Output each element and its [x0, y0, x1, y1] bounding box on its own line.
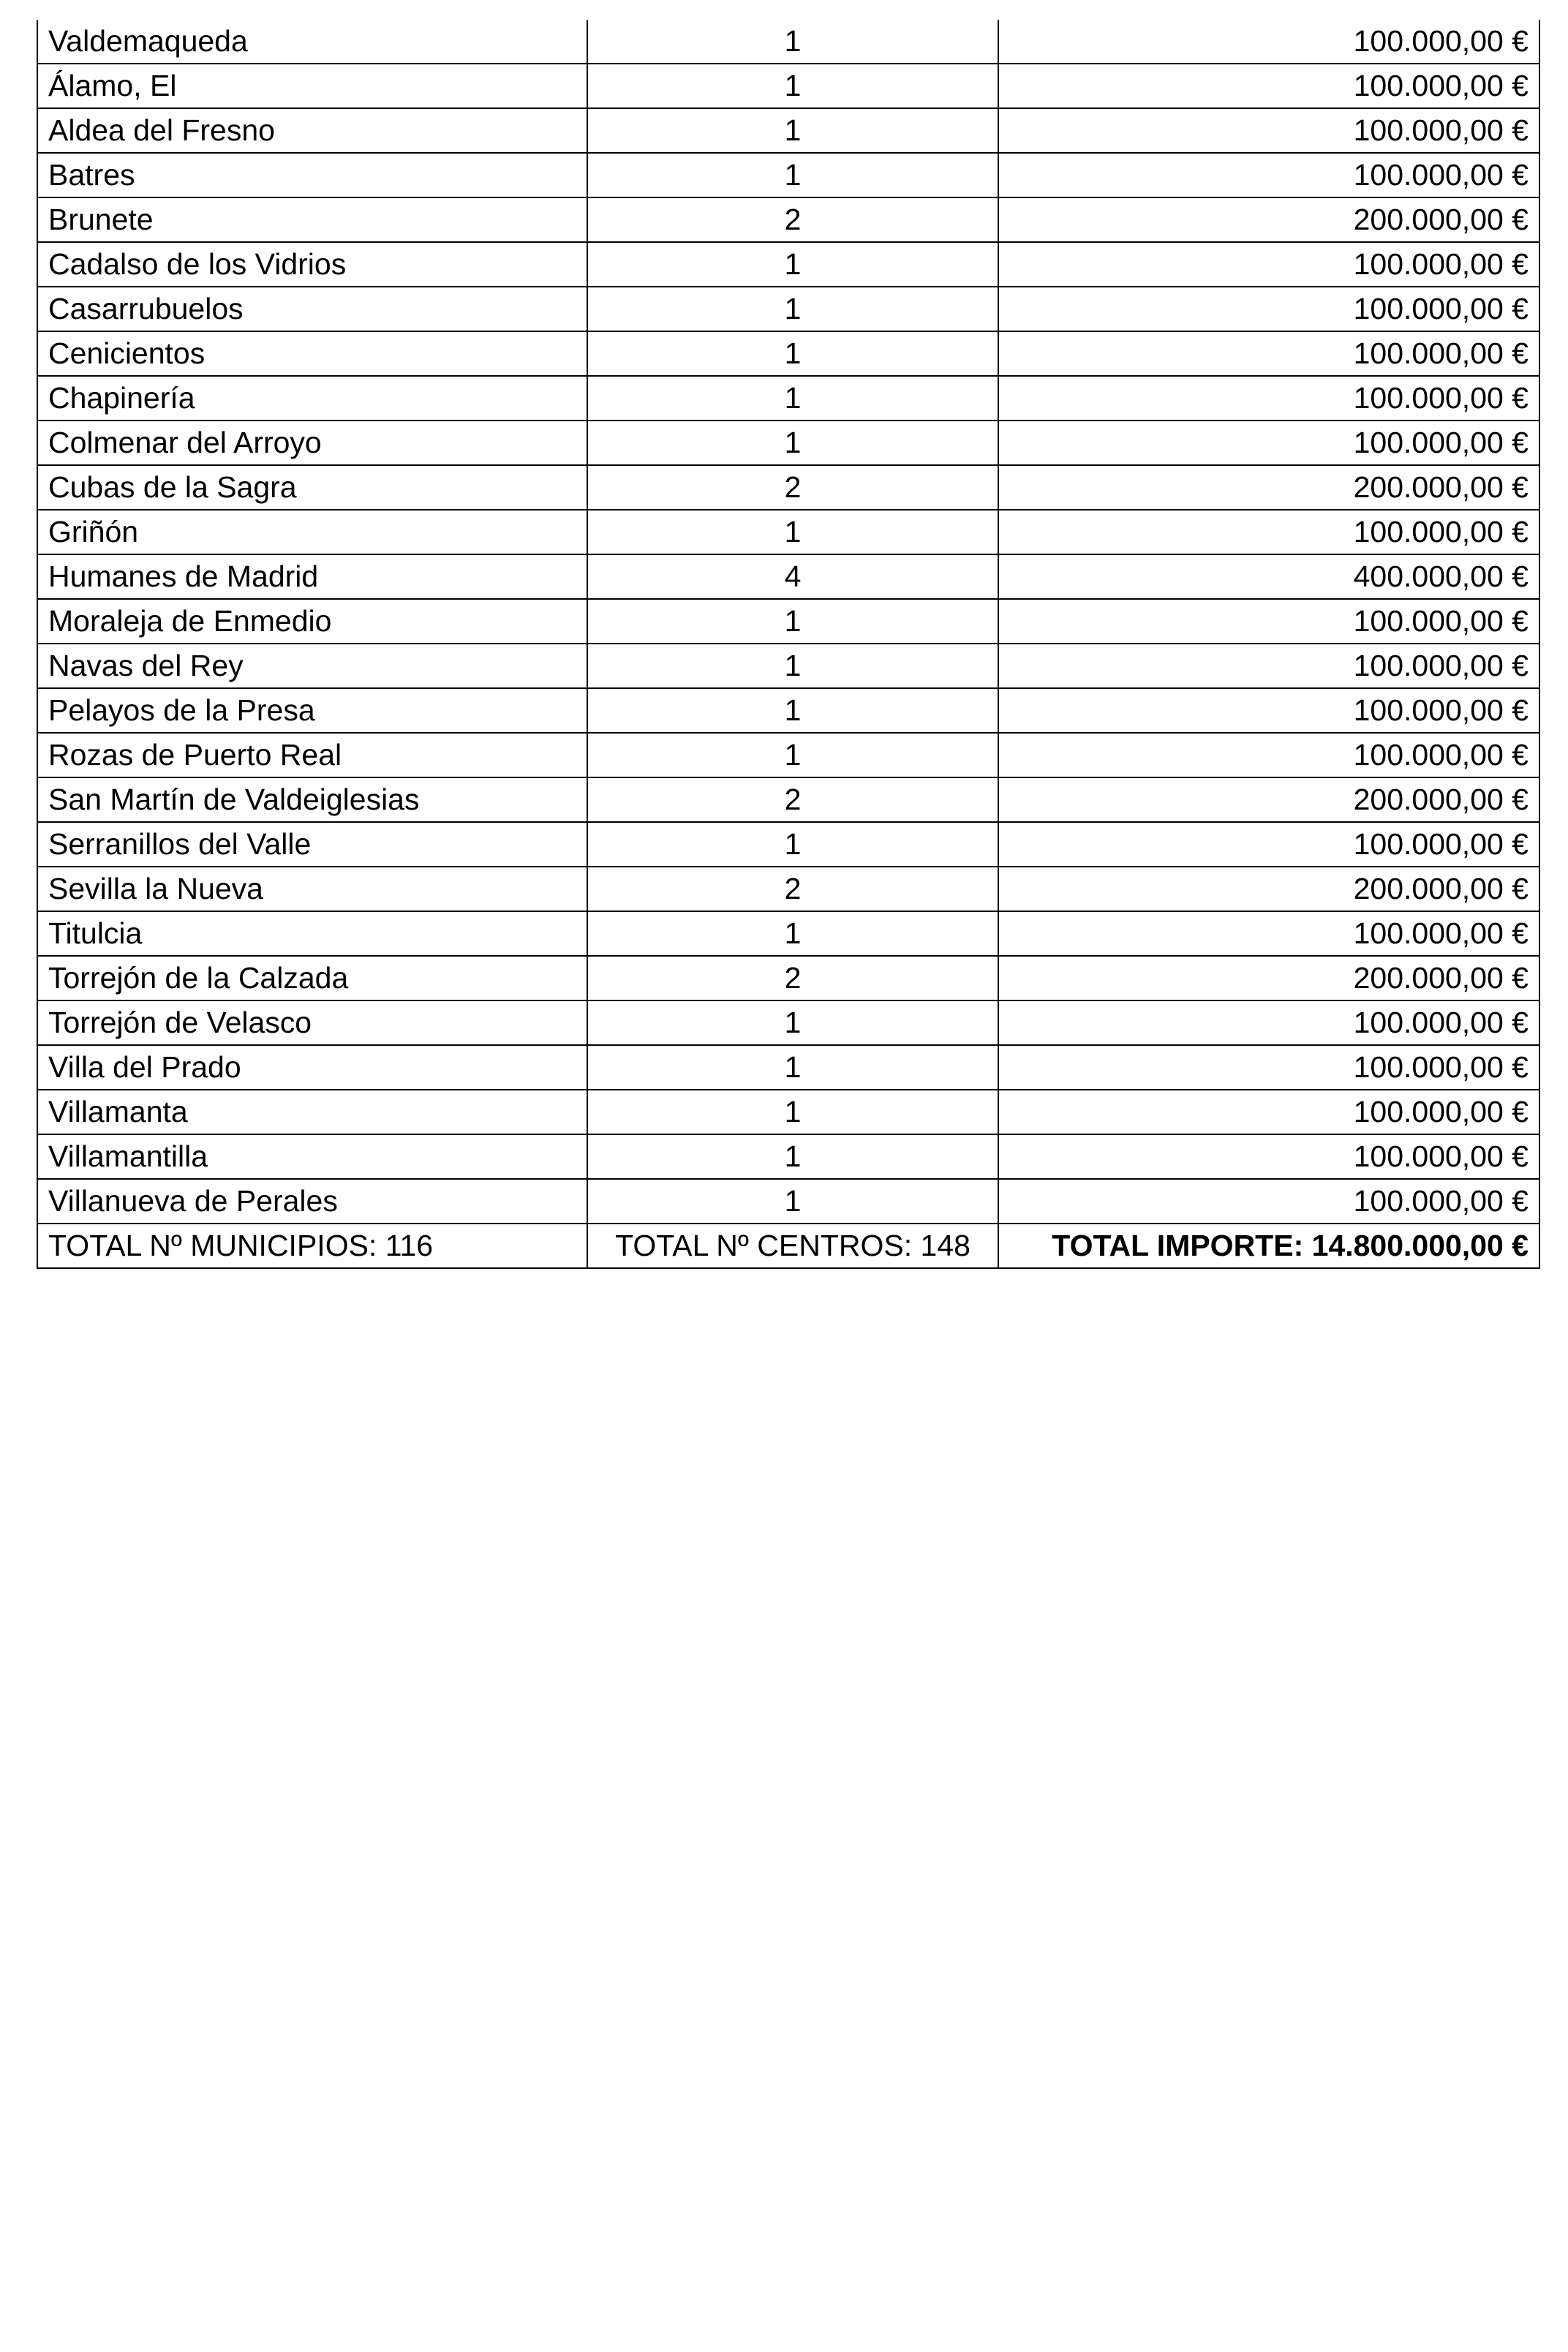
centros-cell: 1: [587, 1134, 998, 1179]
importe-cell: 200.000,00 €: [998, 867, 1539, 911]
table-row: [37, 465, 1539, 510]
table-row: [37, 1134, 1539, 1179]
table-row: [37, 64, 1539, 108]
centros-cell: 1: [587, 1045, 998, 1090]
table-row: [37, 644, 1539, 688]
total-centros-cell: TOTAL Nº CENTROS: 148: [587, 1224, 998, 1268]
table-row: [37, 153, 1539, 197]
table-row: [37, 1090, 1539, 1134]
importe-cell: 100.000,00 €: [998, 331, 1539, 376]
table-row: [37, 867, 1539, 911]
municipio-cell: Batres: [37, 153, 587, 197]
centros-cell: 1: [587, 153, 998, 197]
municipio-cell: San Martín de Valdeiglesias: [37, 777, 587, 822]
table-row: [37, 777, 1539, 822]
importe-cell: 100.000,00 €: [998, 822, 1539, 867]
importe-cell: 200.000,00 €: [998, 465, 1539, 510]
municipio-cell: Pelayos de la Presa: [37, 688, 587, 733]
centros-cell: 2: [587, 867, 998, 911]
table-row: [37, 510, 1539, 554]
centros-cell: 1: [587, 1179, 998, 1224]
importe-cell: 100.000,00 €: [998, 108, 1539, 153]
centros-cell: 1: [587, 599, 998, 644]
municipio-cell: Cubas de la Sagra: [37, 465, 587, 510]
municipio-cell: Villamanta: [37, 1090, 587, 1134]
importe-cell: 100.000,00 €: [998, 644, 1539, 688]
importe-cell: 100.000,00 €: [998, 510, 1539, 554]
centros-cell: 1: [587, 287, 998, 331]
table-row: [37, 108, 1539, 153]
centros-cell: 1: [587, 1090, 998, 1134]
centros-cell: 1: [587, 242, 998, 287]
table-row: [37, 1000, 1539, 1045]
table-row: [37, 197, 1539, 242]
centros-cell: 1: [587, 64, 998, 108]
importe-cell: 100.000,00 €: [998, 1179, 1539, 1224]
municipio-cell: Cenicientos: [37, 331, 587, 376]
municipio-cell: Titulcia: [37, 911, 587, 956]
importe-cell: 100.000,00 €: [998, 911, 1539, 956]
municipio-cell: Villanueva de Perales: [37, 1179, 587, 1224]
municipio-cell: Aldea del Fresno: [37, 108, 587, 153]
municipio-cell: Torrejón de Velasco: [37, 1000, 587, 1045]
table-row: [37, 242, 1539, 287]
importe-cell: 200.000,00 €: [998, 777, 1539, 822]
table-body: [37, 20, 1539, 1268]
total-importe-cell: TOTAL IMPORTE: 14.800.000,00 €: [998, 1224, 1539, 1268]
municipio-cell: Chapinería: [37, 376, 587, 421]
municipio-cell: Valdemaqueda: [37, 20, 587, 64]
importe-cell: 100.000,00 €: [998, 1045, 1539, 1090]
centros-cell: 1: [587, 331, 998, 376]
table-row: [37, 20, 1539, 64]
municipio-cell: Rozas de Puerto Real: [37, 733, 587, 777]
importe-cell: 100.000,00 €: [998, 733, 1539, 777]
municipio-cell: Casarrubuelos: [37, 287, 587, 331]
municipio-cell: Cadalso de los Vidrios: [37, 242, 587, 287]
importe-cell: 100.000,00 €: [998, 1134, 1539, 1179]
table-row: [37, 911, 1539, 956]
importe-cell: 100.000,00 €: [998, 242, 1539, 287]
centros-cell: 1: [587, 108, 998, 153]
centros-cell: 2: [587, 777, 998, 822]
importe-cell: 100.000,00 €: [998, 287, 1539, 331]
municipio-cell: Torrejón de la Calzada: [37, 956, 587, 1000]
municipio-cell: Colmenar del Arroyo: [37, 421, 587, 465]
centros-cell: 1: [587, 822, 998, 867]
importe-cell: 200.000,00 €: [998, 956, 1539, 1000]
centros-cell: 2: [587, 956, 998, 1000]
importe-cell: 100.000,00 €: [998, 20, 1539, 64]
municipio-cell: Brunete: [37, 197, 587, 242]
table-row: [37, 1179, 1539, 1224]
table-row: [37, 599, 1539, 644]
importe-cell: 100.000,00 €: [998, 376, 1539, 421]
table-row: [37, 287, 1539, 331]
centros-cell: 1: [587, 20, 998, 64]
centros-cell: 1: [587, 688, 998, 733]
total-municipios-cell: TOTAL Nº MUNICIPIOS: 116: [37, 1224, 587, 1268]
importe-cell: 100.000,00 €: [998, 688, 1539, 733]
importe-cell: 100.000,00 €: [998, 153, 1539, 197]
centros-cell: 1: [587, 421, 998, 465]
municipio-cell: Griñón: [37, 510, 587, 554]
centros-cell: 2: [587, 465, 998, 510]
municipio-cell: Humanes de Madrid: [37, 554, 587, 599]
municipio-cell: Serranillos del Valle: [37, 822, 587, 867]
table-row: [37, 956, 1539, 1000]
importe-cell: 400.000,00 €: [998, 554, 1539, 599]
centros-cell: 1: [587, 376, 998, 421]
municipio-cell: Villamantilla: [37, 1134, 587, 1179]
totals-row: [37, 1224, 1539, 1268]
table-row: [37, 331, 1539, 376]
table-row: [37, 733, 1539, 777]
table-row: [37, 376, 1539, 421]
importe-cell: 100.000,00 €: [998, 1090, 1539, 1134]
table-row: [37, 1045, 1539, 1090]
centros-cell: 1: [587, 644, 998, 688]
municipio-cell: Villa del Prado: [37, 1045, 587, 1090]
municipios-table: [37, 20, 1540, 1269]
table-row: [37, 822, 1539, 867]
municipio-cell: Álamo, El: [37, 64, 587, 108]
municipio-cell: Navas del Rey: [37, 644, 587, 688]
centros-cell: 4: [587, 554, 998, 599]
table-row: [37, 688, 1539, 733]
importe-cell: 100.000,00 €: [998, 1000, 1539, 1045]
centros-cell: 1: [587, 911, 998, 956]
centros-cell: 1: [587, 510, 998, 554]
importe-cell: 200.000,00 €: [998, 197, 1539, 242]
municipio-cell: Sevilla la Nueva: [37, 867, 587, 911]
centros-cell: 1: [587, 733, 998, 777]
importe-cell: 100.000,00 €: [998, 421, 1539, 465]
municipio-cell: Moraleja de Enmedio: [37, 599, 587, 644]
centros-cell: 1: [587, 1000, 998, 1045]
importe-cell: 100.000,00 €: [998, 64, 1539, 108]
table-row: [37, 554, 1539, 599]
table-row: [37, 421, 1539, 465]
centros-cell: 2: [587, 197, 998, 242]
importe-cell: 100.000,00 €: [998, 599, 1539, 644]
